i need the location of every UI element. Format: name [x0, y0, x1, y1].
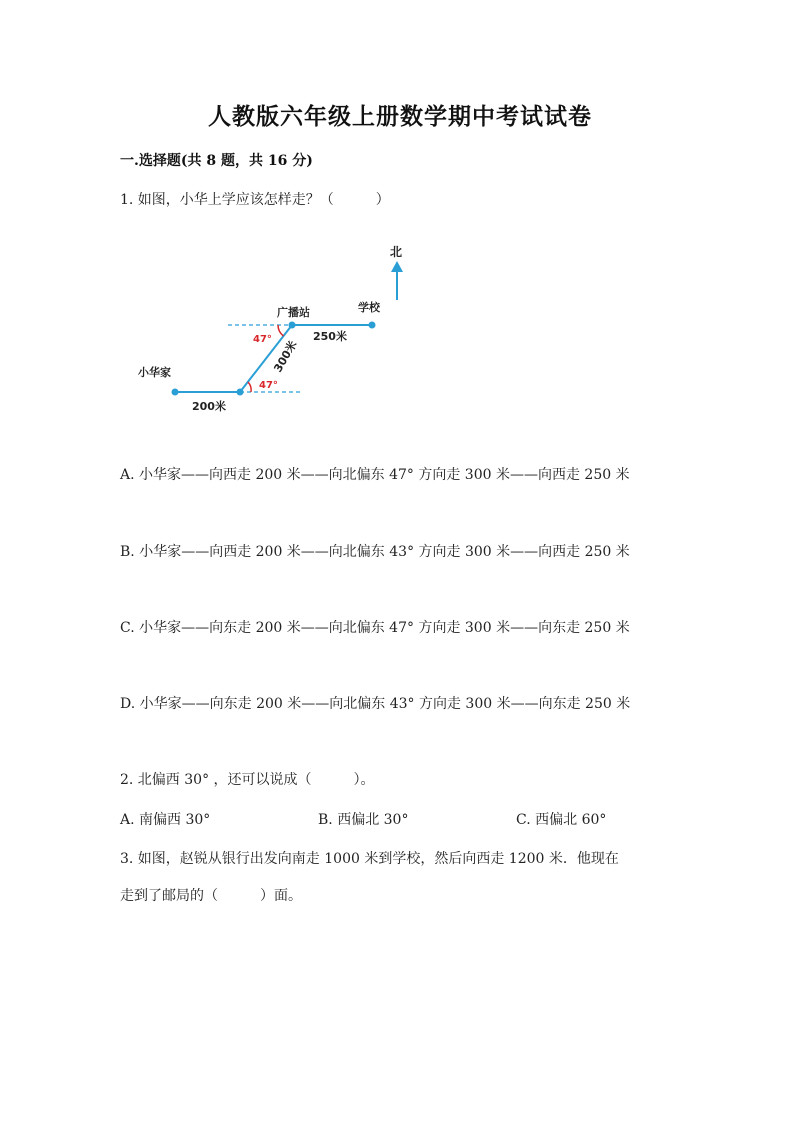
north-label: 北 [390, 245, 403, 259]
question-2-text: 2. 北偏西 30° ，还可以说成（ ）。 [120, 772, 375, 788]
angle-arc-top [278, 325, 284, 336]
question-2-option-b[interactable]: B. 西偏北 30° [318, 812, 409, 828]
north-arrow-icon [391, 261, 403, 272]
angle-label-top: 47° [253, 334, 272, 345]
distance-label-200: 200米 [192, 400, 226, 413]
question-2-option-c[interactable]: C. 西偏北 60° [516, 812, 607, 828]
angle-arc-bottom [248, 382, 251, 392]
question-3-text-line-1: 3. 如图，赵锐从银行出发向南走 1000 米到学校，然后向西走 1200 米．他现在 [120, 851, 619, 867]
question-1-text: 1. 如图，小华上学应该怎样走？（ ） [120, 192, 390, 208]
school-point [369, 322, 376, 329]
question-1-option-d[interactable]: D. 小华家——向东走 200 米——向北偏东 43° 方向走 300 米——向东走 250 米 [120, 696, 631, 712]
section-heading: 一.选择题(共 8 题，共 16 分) [120, 153, 313, 169]
angle-label-bottom: 47° [259, 380, 278, 391]
page-title: 人教版六年级上册数学期中考试试卷 [208, 103, 592, 130]
distance-label-300: 300米 [271, 338, 300, 375]
question-2-option-a[interactable]: A. 南偏西 30° [120, 812, 211, 828]
question-1-option-c[interactable]: C. 小华家——向东走 200 米——向北偏东 47° 方向走 300 米——向东走 250 米 [120, 620, 630, 636]
distance-label-250: 250米 [313, 330, 347, 343]
route-diagram [120, 235, 440, 425]
school-label: 学校 [358, 301, 380, 314]
home-point [172, 389, 179, 396]
question-1-option-a[interactable]: A. 小华家——向西走 200 米——向北偏东 47° 方向走 300 米——向西走 250 米 [120, 467, 630, 483]
turn-point [237, 389, 244, 396]
station-point [289, 322, 296, 329]
question-1-option-b[interactable]: B. 小华家——向西走 200 米——向北偏东 43° 方向走 300 米——向西走 250 米 [120, 544, 630, 560]
station-label: 广播站 [277, 306, 310, 319]
home-label: 小华家 [138, 366, 171, 379]
question-3-text-line-2: 走到了邮局的（ ）面。 [120, 888, 302, 904]
